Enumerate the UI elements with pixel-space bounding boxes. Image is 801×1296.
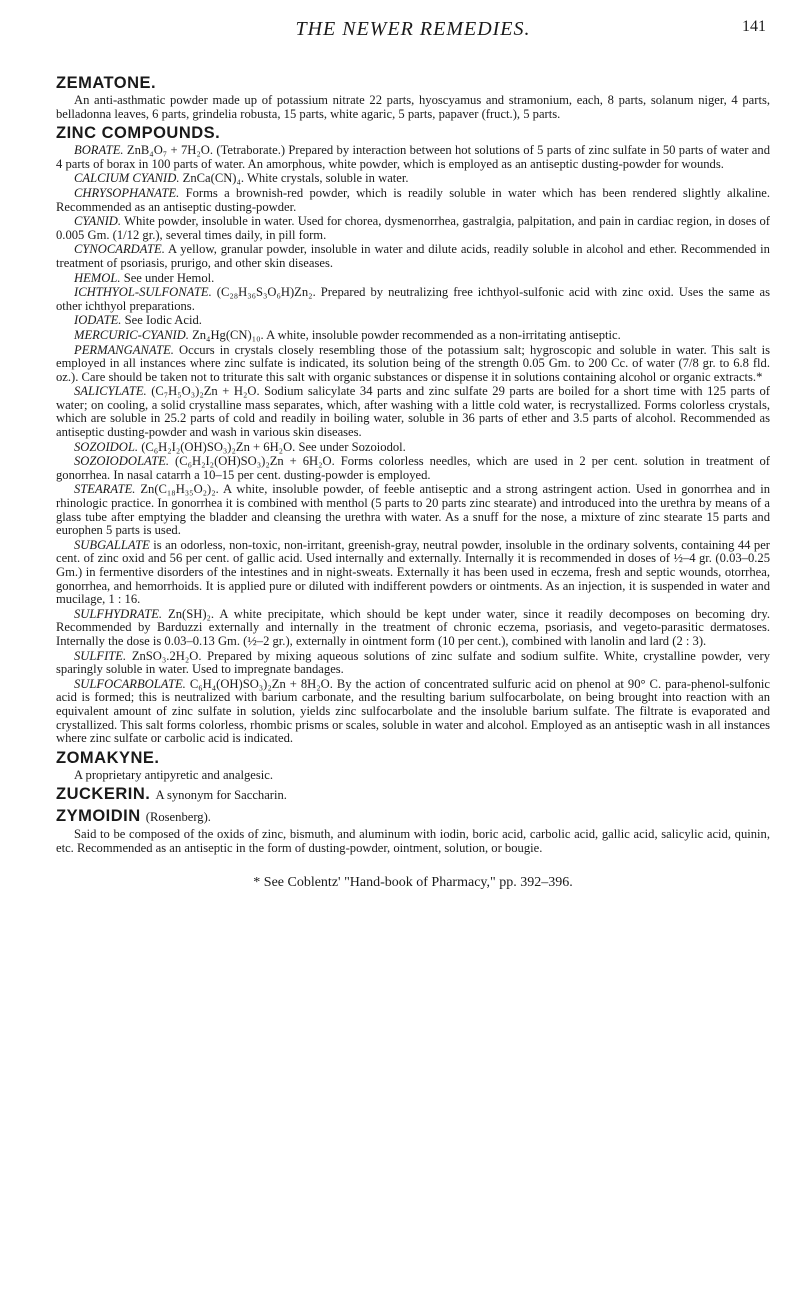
zinc-entry [56, 441, 770, 455]
zinc-entry [56, 187, 770, 214]
zinc-entry [56, 215, 770, 242]
zinc-entry-term: BORATE. [74, 143, 124, 158]
zinc-entry-text: ZnB₄O₇ + 7H₂O. (Tetraborate.) Prepared by interaction between hot solutions of 5 parts of zinc sulfate in 50 parts of water and 4 parts of borax in 100 parts of water. An amorphous, white powder, which is employed as an antiseptic dusting-powder for wounds. [56, 143, 770, 171]
zinc-entry-term: HEMOL. [74, 270, 121, 285]
zinc-entry-text: See under Hemol. [123, 270, 215, 285]
zinc-entry-text: Zn(SH)₂. A white precipitate, which should be kept under water, since it readily decomposes on becoming dry. Recommended by Barduzzi externally and internally in the treatment of chronic eczema, psoriasis, and vegeto-parasitic dermatoses. Internally the dose is 0.03–0.13 Gm. (½–2 gr.), externally in ointment form (10 per cent.), combined with lanolin and lard (2 : 3). [56, 606, 770, 648]
zinc-entry-term: CALCIUM CYANID. [74, 171, 180, 186]
zinc-entry-text: (C₇H₅O₃)₂Zn + H₂O. Sodium salicylate 34 parts and zinc sulfate 29 parts are boiled for a short time with 125 parts of water; on cooling, a solid crystalline mass separates, which, after washing with a little cold water, is recrystallized. Forms colorless crystals, which are soluble in 25.2 parts of cold and readily in boiling water, soluble in 36 parts of ether and 3.5 parts of alcohol. Recommended as antiseptic dusting-powder and wash in various skin diseases. [56, 384, 771, 440]
footnote: * See Coblentz' "Hand-book of Pharmacy," pp. 392–396. [253, 874, 573, 890]
zinc-entry-text: See Iodic Acid. [124, 313, 202, 328]
zomakyne-text: A proprietary antipyretic and analgesic. [74, 767, 273, 782]
zinc-entry-text: Zn₄Hg(CN)₁₀. A white, insoluble powder recommended as a non-irritating antiseptic. [192, 327, 621, 342]
entry-heading-zymoidin [56, 807, 770, 826]
article-body [56, 74, 770, 889]
zinc-entry [56, 314, 770, 328]
zinc-entry [56, 344, 770, 385]
zinc-entry-text: White powder, insoluble in water. Used for chorea, dysmenorrhea, gastralgia, palpitation, and pain in cardiac region, in doses of 0.005 Gm. (1/12 gr.), several times daily, in pill form. [56, 214, 770, 242]
zinc-entry [56, 608, 770, 649]
zinc-entry-text: is an odorless, non-toxic, non-irritant, greenish-gray, neutral powder, insoluble in the ordinary solvents, containing 44 per cent. of zinc oxid and 56 per cent. of gallic acid. Used internally and externally. Internally it is recommended in doses of ½–4 gr. (0.03–0.25 Gm.) in fermentive disorders of the intestines and in night-sweats. Externally it has been used in eczema, fresh and septic wounds, otorrhea, gonorrhea, and hemorrhoids. It is applied pure or diluted with indifferent powders or ointments. As an injection, it is suspended in water and mucilage, 1 : 16. [56, 537, 770, 607]
zinc-entry-term: SOZOIDOL. [74, 439, 139, 454]
zymoidin-title: ZYMOIDIN [56, 807, 141, 826]
zinc-entry-text: (C₂₈H₃₆S₃O₆H)Zn₂. Prepared by neutralizing free ichthyol-sulfonic acid with zinc oxid. Uses the same as other ichthyol preparations. [56, 285, 770, 313]
zinc-compounds-list [56, 144, 770, 746]
zymoidin-subtitle: (Rosenberg). [145, 810, 211, 825]
zinc-entry-text: A yellow, granular powder, insoluble in water and dilute acids, readily soluble in alcohol and ether. Recommended in treatment of psoriasis, prurigo, and other skin diseases. [56, 242, 770, 270]
zematone-text: An anti-asthmatic powder made up of potassium nitrate 22 parts, hyoscyamus and stramonium, each, 8 parts, solanum niger, 4 parts, belladonna leaves, 6 parts, grindelia robusta, 15 parts, white agaric, 5 parts, papaver (fruct.), 5 parts. [56, 93, 770, 121]
entry-heading-zomakyne: ZOMAKYNE. [56, 748, 160, 767]
zinc-entry [56, 678, 770, 746]
zinc-entry-term: MERCURIC-CYANID. [74, 327, 189, 342]
zinc-entry-term: STEARATE. [74, 482, 136, 497]
running-title: THE NEWER REMEDIES. [295, 18, 531, 40]
page-number: 141 [742, 18, 766, 35]
zinc-entry [56, 650, 770, 677]
entry-heading-zematone: ZEMATONE. [56, 74, 157, 92]
zinc-entry-text: C₆H₄(OH)SO₃)₂Zn + 8H₂O. By the action of concentrated sulfuric acid on phenol at 90° C. para-phenol-sulfonic acid is formed; this is neutralized with barium carbonate, and the resulting barium sulfocarbolate, on being brought into reaction with an equivalent amount of zinc sulfate in solution, yields zinc sulfocarbolate and the insoluble barium sulfate. The filtrate is evaporated and crystallized. This salt forms colorless, rhombic prisms or scales, soluble in water and alcohol. Employed as an antiseptic wash in all instances where zinc sulfate or carbolic acid is indicated. [56, 676, 770, 746]
zinc-entry [56, 243, 770, 270]
zymoidin-text: Said to be composed of the oxids of zinc, bismuth, and aluminum with iodin, boric acid, carbolic acid, gallic acid, salicylic acid, quinin, etc. Recommended as an antiseptic in the form of dusting-powder, ointment, solution, or bougie. [56, 827, 770, 855]
zinc-entry-term: SULFHYDRATE. [74, 606, 163, 621]
zinc-entry [56, 329, 770, 343]
zinc-entry-term: SALICYLATE. [74, 384, 147, 399]
zinc-entry-text: (C₆H₂I₂(OH)SO₃)₂Zn + 6H₂O. Forms colorless needles, which are used in 2 per cent. solution in treatment of gonorrhea. In nasal catarrh a 10–15 per cent. dusting-powder is employed. [56, 454, 770, 482]
entry-heading-zinc-compounds: ZINC COMPOUNDS. [56, 124, 221, 143]
zinc-entry-term: SULFITE. [74, 648, 127, 663]
zinc-entry [56, 455, 770, 482]
zinc-entry [56, 539, 770, 607]
zinc-entry-term: SOZOIODOLATE. [74, 454, 170, 469]
zinc-entry-term: CYANID. [74, 214, 122, 229]
zinc-entry-text: Zn(C₁₈H₃₅O₂)₂. A white, insoluble powder, of feeble antiseptic and a strong astringent action. Used in gonorrhea and in rhinologic practice. In gonorrhea it is combined with menthol (5 parts to 20 parts zinc stearate) and introduced into the urethra by means of a glass tube after emptying the bladder and cleansing the urethra with water. As a snuff for the nose, a mixture of zinc stearate 15 parts and europhen 5 parts is used. [56, 482, 770, 538]
zinc-entry [56, 144, 770, 171]
zinc-entry [56, 272, 770, 286]
zinc-entry [56, 286, 770, 313]
zinc-entry-text: (C₆H₂I₂(OH)SO₃)₂Zn + 6H₂O. See under Sozoiodol. [141, 439, 406, 454]
page [56, 14, 770, 889]
zinc-entry [56, 483, 770, 537]
zinc-entry-term: ICHTHYOL-SULFONATE. [74, 285, 212, 300]
zinc-entry [56, 385, 770, 439]
zinc-entry-term: IODATE. [74, 313, 122, 328]
entry-heading-zuckerin [56, 785, 770, 804]
zuckerin-definition: A synonym for Saccharin. [155, 788, 287, 803]
zinc-entry-term: CHRYSOPHANATE. [74, 185, 180, 200]
zinc-entry-term: SUBGALLATE [74, 537, 150, 552]
zuckerin-title: ZUCKERIN. [56, 785, 151, 804]
running-head [56, 14, 770, 38]
zinc-entry-term: CYNOCARDATE. [74, 242, 165, 257]
zinc-entry-text: ZnCa(CN)₄. White crystals, soluble in water. [182, 171, 409, 186]
zinc-entry-term: SULFOCARBOLATE. [74, 676, 186, 691]
zinc-entry [56, 172, 770, 186]
zinc-entry-text: Occurs in crystals closely resembling those of the potassium salt; hygroscopic and soluble in water. This salt is employed in all instances where zinc sulfate is indicated, its solution being of the strength 0.05 Gm. to 200 Cc. of water (7/8 gr. to 6.8 fld. oz.). Care should be taken not to triturate this salt with organic substances or dispense it in solutions containing alcohol or organic extracts.* [56, 342, 770, 384]
zinc-entry-term: PERMANGANATE. [74, 342, 174, 357]
zinc-entry-text: ZnSO₃.2H₂O. Prepared by mixing aqueous solutions of zinc sulfate and sodium sulfite. White, crystalline powder, very sparingly soluble in water. Used to impregnate bandages. [56, 648, 770, 677]
zinc-entry-text: Forms a brownish-red powder, which is readily soluble in water which has been rendered slightly alkaline. Recommended as an antiseptic dusting-powder. [56, 185, 770, 214]
